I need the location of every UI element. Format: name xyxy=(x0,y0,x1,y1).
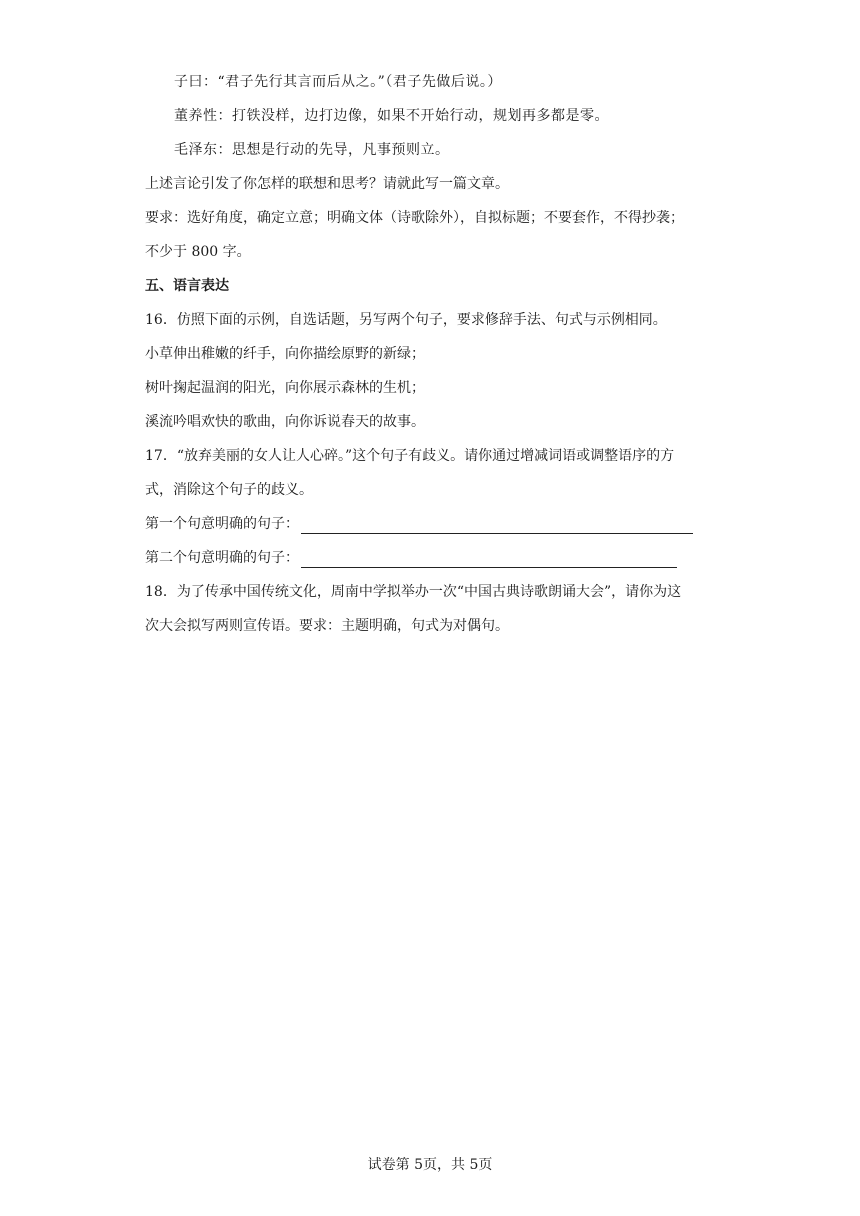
question-16-example-3: 溪流吟唱欢快的歌曲，向你诉说春天的故事。 xyxy=(145,414,425,430)
quote-mao-zedong: 毛泽东：思想是行动的先导，凡事预则立。 xyxy=(174,142,450,158)
question-16-example-1: 小草伸出稚嫩的纤手，向你描绘原野的新绿； xyxy=(145,346,425,362)
quote-confucius: 子曰：“君子先行其言而后从之。”（君子先做后说。） xyxy=(174,74,502,90)
question-17-stem-line1: 17．“放弃美丽的女人让人心碎。”这个句子有歧义。请你通过增减词语或调整语序的方 xyxy=(145,448,675,464)
question-16-example-2: 树叶掬起温润的阳光，向你展示森林的生机； xyxy=(145,380,425,396)
essay-prompt: 上述言论引发了你怎样的联想和思考？请就此写一篇文章。 xyxy=(145,176,509,192)
quote-dong-yangxing: 董养性：打铁没样，边打边像，如果不开始行动，规划再多都是零。 xyxy=(174,108,609,124)
section-title-language-expression: 五、语言表达 xyxy=(145,278,229,294)
question-17-blank1-label: 第一个句意明确的句子： xyxy=(145,516,299,532)
question-17-stem-line2: 式，消除这个句子的歧义。 xyxy=(145,482,313,498)
question-18-stem-line2: 次大会拟写两则宣传语。要求：主题明确，句式为对偶句。 xyxy=(145,618,509,634)
question-17-answer-blank-2[interactable] xyxy=(301,551,677,568)
question-18-stem-line1: 18．为了传承中国传统文化，周南中学拟举办一次“中国古典诗歌朗诵大会”，请你为这 xyxy=(145,584,682,600)
essay-requirement-line1: 要求：选好角度，确定立意；明确文体（诗歌除外），自拟标题；不要套作，不得抄袭； xyxy=(145,210,684,226)
essay-requirement-line2: 不少于 800 字。 xyxy=(145,244,251,260)
question-17-answer-blank-1[interactable] xyxy=(301,517,693,534)
question-16-stem: 16．仿照下面的示例，自选话题，另写两个句子，要求修辞手法、句式与示例相同。 xyxy=(145,312,667,328)
question-17-answer-row-2 xyxy=(145,548,677,568)
page-footer: 试卷第 5页，共 5页 xyxy=(367,1157,493,1173)
question-17-answer-row-1 xyxy=(145,514,693,534)
question-17-blank2-label: 第二个句意明确的句子： xyxy=(145,550,299,566)
